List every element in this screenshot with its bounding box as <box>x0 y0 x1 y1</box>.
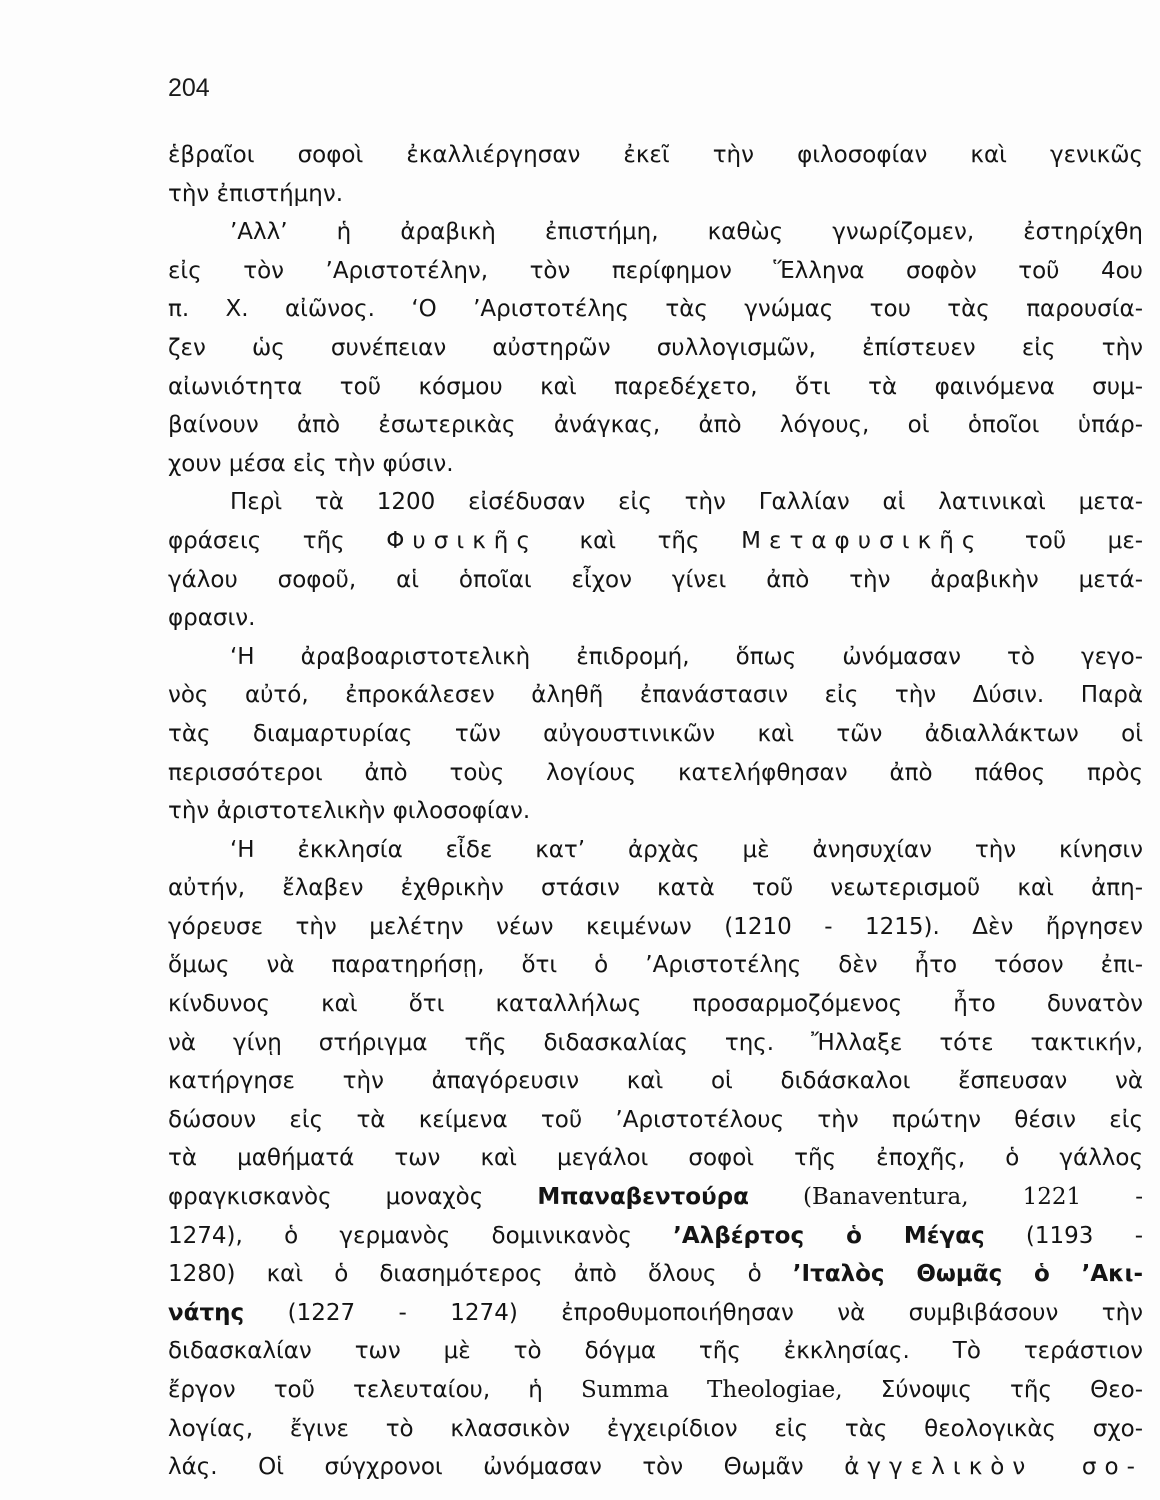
text-line: αἰωνιότητα τοῦ κόσμου καὶ παρεδέχετο, ὅτι τὰ φαινόμενα συμ- <box>168 373 1143 400</box>
text-line: ἑβραῖοι σοφοὶ ἐκαλλιέργησαν ἐκεῖ τὴν φιλοσοφίαν καὶ γενικῶς <box>168 142 1143 168</box>
line-segment: (1227 - 1274) ἐπροθυμοποιήθησαν νὰ συμβιβάσουν τὴν <box>287 1299 1143 1326</box>
line-segment: ἔργον τοῦ τελευταίου, ἡ <box>168 1377 543 1403</box>
text-line: ‘Η ἀραβοαριστοτελικὴ ἐπιδρομή, ὅπως ὠνόμασαν τὸ γεγο- <box>230 643 1143 670</box>
text-line: γάλου σοφοῦ, αἱ ὁποῖαι εἶχον γίνει ἀπὸ τὴν ἀραβικὴν μετά- <box>168 566 1143 593</box>
text-line: τὰς διαμαρτυρίας τῶν αὐγουστινικῶν καὶ τῶν ἀδιαλλάκτων οἱ <box>168 720 1143 747</box>
emphasis-title: Φυσικῆς <box>386 527 538 554</box>
text-line <box>168 522 1143 561</box>
line-segment: (Banaventura, 1221 - <box>802 1184 1143 1211</box>
text-line: κίνδυνος καὶ ὅτι καταλλήλως προσαρμοζόμενος ἦτο δυνατὸν <box>168 991 1143 1018</box>
text-line: τὰ μαθήματά των καὶ μεγάλοι σοφοὶ τῆς ἐποχῆς, ὁ γάλλος <box>168 1145 1143 1172</box>
text-line: αὐτήν, ἔλαβεν ἐχθρικὴν στάσιν κατὰ τοῦ νεωτερισμοῦ καὶ ἀπη- <box>168 875 1143 902</box>
text-line: π. Χ. αἰῶνος. ‘Ο ’Αριστοτέλης τὰς γνώμας του τὰς παρουσία- <box>168 296 1143 323</box>
text-line: τὴν ἐπιστήμην. <box>168 180 344 207</box>
line-segment: 1274), ὁ γερμανὸς δομινικανὸς <box>168 1222 632 1249</box>
text-line <box>168 1255 1143 1294</box>
text-line: φρασιν. <box>168 605 256 632</box>
text-line <box>168 1371 1143 1410</box>
line-segment: καὶ τῆς <box>579 527 700 554</box>
line-segment: φράσεις τῆς <box>168 527 345 554</box>
text-line: τὴν ἀριστοτελικὴν φιλοσοφίαν. <box>168 798 531 825</box>
text-line: νὸς αὐτό, ἐπροκάλεσεν ἀληθῆ ἐπανάστασιν εἰς τὴν Δύσιν. Παρὰ <box>168 682 1143 709</box>
line-segment: 1280) καὶ ὁ διασημότερος ἀπὸ ὅλους ὁ <box>168 1261 762 1288</box>
text-line: ’Αλλ’ ἡ ἀραβικὴ ἐπιστήμη, καθὼς γνωρίζομεν, ἐστηρίχθη <box>230 219 1143 246</box>
text-line <box>168 1217 1143 1256</box>
body-text <box>168 136 1143 1487</box>
text-line: χουν μέσα εἰς τὴν φύσιν. <box>168 450 454 477</box>
emphasis-name: ’Αλβέρτος ὁ Μέγας <box>673 1222 985 1249</box>
text-line: δώσουν εἰς τὰ κείμενα τοῦ ’Αριστοτέλους τὴν πρώτην θέσιν εἰς <box>168 1106 1143 1133</box>
line-segment: τοῦ με- <box>1024 527 1143 554</box>
text-line: ‘Η ἐκκλησία εἶδε κατ’ ἀρχὰς μὲ ἀνησυχίαν τὴν κίνησιν <box>230 836 1143 863</box>
text-line: περισσότεροι ἀπὸ τοὺς λογίους κατελήφθησαν ἀπὸ πάθος πρὸς <box>168 759 1143 786</box>
text-line: διδασκαλίαν των μὲ τὸ δόγμα τῆς ἐκκλησίας. Τὸ τεράστιον <box>168 1338 1143 1365</box>
text-line: ὅμως νὰ παρατηρήσῃ, ὅτι ὁ ’Αριστοτέλης δὲν ἦτο τόσον ἐπι- <box>168 952 1143 979</box>
text-line <box>168 1448 1143 1487</box>
text-line: λογίας, ἔγινε τὸ κλασσικὸν ἐγχειρίδιον εἰς τὰς θεολογικὰς σχο- <box>168 1415 1143 1442</box>
text-line: νὰ γίνῃ στήριγμα τῆς διδασκαλίας της. Ἤλλαξε τότε τακτικήν, <box>168 1029 1143 1056</box>
emphasis-name: Μπαναβεντούρα <box>537 1184 749 1211</box>
text-line: Περὶ τὰ 1200 εἰσέδυσαν εἰς τὴν Γαλλίαν αἱ λατινικαὶ μετα- <box>230 489 1143 516</box>
emphasis-epithet: ἀγγελικὸν σο- <box>844 1454 1143 1481</box>
text-line: εἰς τὸν ’Αριστοτέλην, τὸν περίφημον Ἕλληνα σοφὸν τοῦ 4ου <box>168 257 1143 284</box>
page-number: 204 <box>168 74 210 102</box>
line-segment: λάς. Οἱ σύγχρονοι ὠνόμασαν τὸν Θωμᾶν <box>168 1454 804 1481</box>
emphasis-name: ’Ιταλὸς Θωμᾶς ὁ ’Ακι- <box>792 1261 1143 1288</box>
emphasis-latin-title: Summa Theologiae, <box>581 1377 843 1403</box>
emphasis-name: νάτης <box>168 1299 245 1326</box>
line-segment: φραγκισκανὸς μοναχὸς <box>168 1184 484 1211</box>
text-line <box>168 1294 1143 1333</box>
text-line: γόρευσε τὴν μελέτην νέων κειμένων (1210 - 1215). Δὲν ἤργησεν <box>168 913 1143 940</box>
line-segment: (1193 - <box>1025 1222 1143 1249</box>
text-line: ζεν ὡς συνέπειαν αὐστηρῶν συλλογισμῶν, ἐπίστευεν εἰς τὴν <box>168 334 1143 361</box>
text-line: κατήργησε τὴν ἀπαγόρευσιν καὶ οἱ διδάσκαλοι ἔσπευσαν νὰ <box>168 1068 1143 1095</box>
text-line: βαίνουν ἀπὸ ἐσωτερικὰς ἀνάγκας, ἀπὸ λόγους, οἱ ὁποῖοι ὑπάρ- <box>168 412 1143 439</box>
text-line <box>168 1178 1143 1217</box>
emphasis-title: Μεταφυσικῆς <box>741 527 984 554</box>
line-segment: Σύνοψις τῆς Θεο- <box>880 1377 1143 1403</box>
